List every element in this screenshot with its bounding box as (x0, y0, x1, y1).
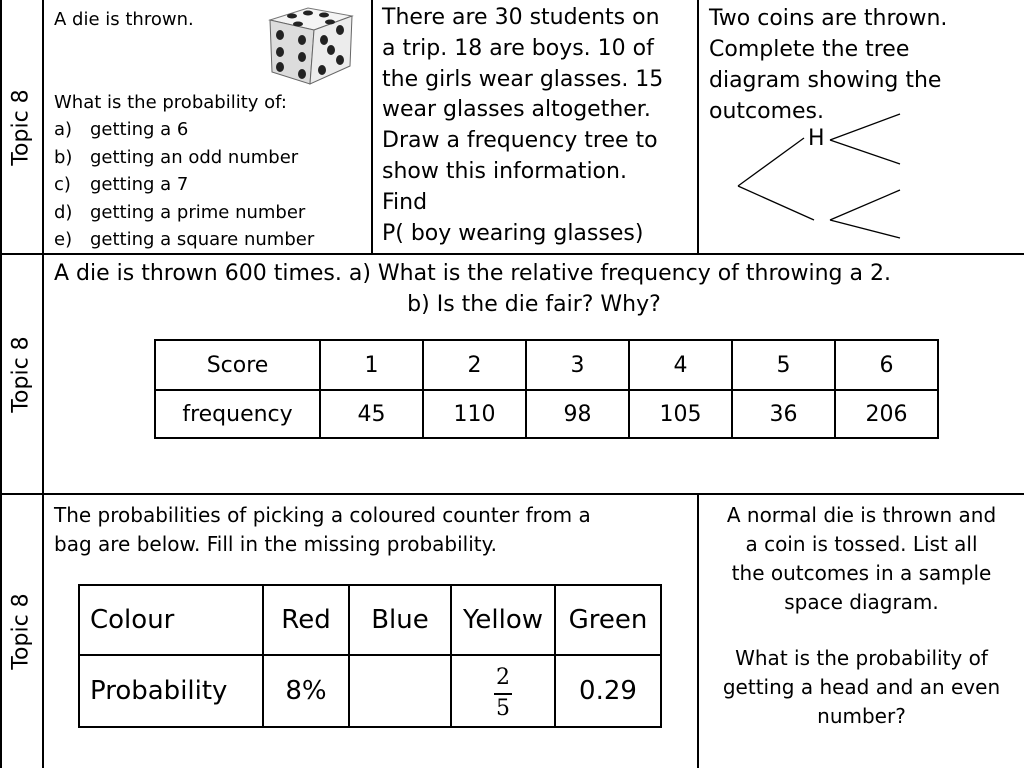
table-cell: Probability (79, 655, 263, 727)
list-item: a) getting a 6 (54, 119, 189, 140)
text-line: The probabilities of picking a coloured counter from a (54, 503, 591, 527)
table-cell: 0.29 (555, 655, 661, 727)
dice-image (262, 2, 358, 86)
table-cell (451, 655, 555, 727)
text-line: diagram showing the (709, 68, 942, 93)
blue-answer-cell[interactable] (349, 655, 451, 727)
table-cell: Green (555, 585, 661, 655)
table-cell: Colour (79, 585, 263, 655)
text-line: show this information. (382, 158, 627, 184)
topic-label-row3 (0, 494, 42, 768)
table-cell: 5 (732, 340, 835, 390)
relfreq-question-line1: A die is thrown 600 times. a) What is the relative frequency of throwing a 2. (54, 261, 891, 286)
table-cell: 110 (423, 390, 526, 438)
text-line: a trip. 18 are boys. 10 of (382, 35, 654, 61)
table-cell: 45 (320, 390, 423, 438)
text-line: outcomes. (709, 99, 825, 124)
die-item-list (54, 116, 314, 254)
topic-text: Topic 8 (8, 88, 34, 166)
text-line: wear glasses altogether. (382, 97, 651, 123)
table-cell: 1 (320, 340, 423, 390)
text-line: number? (817, 704, 906, 728)
text-line: What is the probability of (735, 646, 988, 670)
table-cell: 2 (423, 340, 526, 390)
relfreq-question-line2: b) Is the die fair? Why? (407, 292, 661, 317)
text-line: a coin is tossed. List all (745, 532, 978, 556)
table-row (155, 390, 938, 438)
trip-question (382, 3, 663, 249)
text-line: the girls wear glasses. 15 (382, 66, 664, 92)
text-line: space diagram. (784, 590, 939, 614)
frequency-table (154, 339, 939, 439)
die-intro: A die is thrown. (54, 9, 194, 30)
fraction (494, 666, 512, 720)
table-cell: 98 (526, 390, 629, 438)
die-prompt: What is the probability of: (54, 91, 287, 113)
topic-text: Topic 8 (8, 335, 34, 413)
topic-label-row2 (0, 254, 42, 494)
table-cell: Red (263, 585, 349, 655)
table-cell: 3 (526, 340, 629, 390)
table-cell: 8% (263, 655, 349, 727)
fraction-bar (494, 693, 512, 695)
tree-branch-label-h: H (808, 126, 825, 151)
text-line: Complete the tree (709, 37, 910, 62)
text-line: A normal die is thrown and (726, 503, 997, 527)
table-cell: 206 (835, 390, 938, 438)
table-row (79, 585, 661, 655)
sample-space-question (699, 501, 1024, 731)
list-item: c) getting a 7 (54, 174, 189, 195)
grid-line (42, 0, 44, 768)
text-line: Draw a frequency tree to (382, 128, 658, 154)
text-line: Two coins are thrown. (709, 6, 948, 31)
table-cell: Score (155, 340, 320, 390)
text-line: There are 30 students on (382, 5, 660, 30)
counter-question (54, 501, 591, 559)
table-cell: frequency (155, 390, 320, 438)
table-row (79, 655, 661, 727)
text-line: bag are below. Fill in the missing probability. (54, 532, 497, 556)
table-cell: 4 (629, 340, 732, 390)
table-cell: Blue (349, 585, 451, 655)
table-cell: Yellow (451, 585, 555, 655)
text-line: Find (382, 189, 428, 215)
text-line: P( boy wearing glasses) (382, 220, 644, 246)
topic-label-row1 (0, 0, 42, 254)
fraction-numerator: 2 (496, 665, 510, 691)
table-cell: 6 (835, 340, 938, 390)
probability-table (78, 584, 662, 728)
text-line: the outcomes in a sample (731, 561, 992, 585)
list-item: d) getting a prime number (54, 201, 306, 223)
list-item: b) getting an odd number (54, 146, 299, 168)
text-line: getting a head and an even (722, 675, 1001, 699)
grid-line (371, 0, 373, 254)
table-row (155, 340, 938, 390)
fraction-denominator: 5 (496, 695, 510, 721)
grid-line (697, 0, 699, 254)
table-cell: 105 (629, 390, 732, 438)
table-cell: 36 (732, 390, 835, 438)
topic-text: Topic 8 (8, 592, 34, 670)
grid-line (0, 493, 1024, 495)
list-item: e) getting a square number (54, 229, 315, 250)
